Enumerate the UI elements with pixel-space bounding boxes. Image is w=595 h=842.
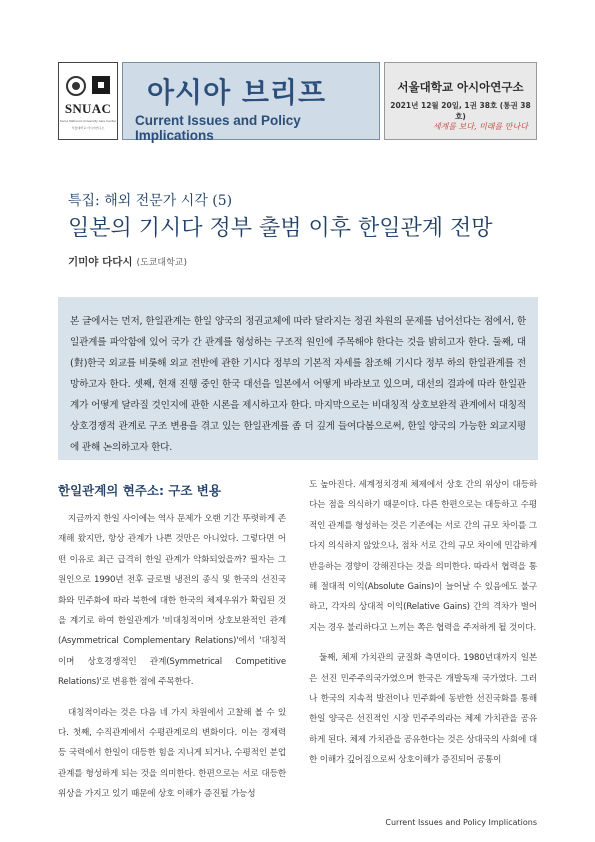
body-paragraph: 둘째, 체제 가치관의 균질화 측면이다. 1980년대까지 일본은 선진 민주주의국가였으며 한국은 개발독재 국가였다. 그러나 한국의 지속적 발전이나 민주화에 동반한 선진국화를 통해 한일 양국은 선진적인 시장 민주주의라는 체제 가치관을 공유하게 된다. 체제 가치관을 공유한다는 것은 상대국의 사회에 대한 이해가 깊어짐으로써 상호이해가 증진되어 공통이	[309, 653, 537, 766]
author-name: 기미야 다다시	[68, 256, 133, 268]
university-seal-icon	[66, 76, 86, 96]
abstract-text: 본 글에서는 먼저, 한일관계는 한일 양국의 정권교체에 따라 달라지는 정권 차원의 문제를 넘어선다는 점에서, 한일관계를 파악함에 있어 국가 간 관계를 형성하는 구조적 원인에 주목해야 한다는 것을 밝히고자 한다. 둘째, 대(對)한국 외교를 비롯해 외교 전반에 관한 기시다 정부의 기본적 자세를 참조해 기시다 정부 하의 한일관계를 전망하고자 한다. 셋째, 현재 진행 중인 한국 대선을 일본에서 어떻게 바라보고 있으며, 대선의 결과에 따라 한일관계가 어떻게 달라질 것인지에 관한 시론을 제시하고자 한다. 마지막으로는 비대칭적 상호보완적 관계에서 대칭적 상호경쟁적 관계로 구조 변용을 겪고 있는 한일관계를 좀 더 깊게 들여다봄으로써, 한일 양국의 가능한 외교지평에 관해 논의하고자 한다.	[70, 316, 526, 453]
footer-text: Current Issues and Policy Implications	[385, 818, 537, 827]
body-column-right	[309, 475, 537, 771]
institute-panel	[384, 62, 537, 140]
body-paragraph: 지금까지 한일 사이에는 역사 문제가 오랜 기간 뚜렷하게 존재해 왔지만, 항상 관계가 나쁜 것만은 아니었다. 그렇다면 어떤 이유로 최근 급격히 한일 관계가 악화되었을까? 필자는 그 원인으로 1990년 전후 글로벌 냉전의 종식 및 한국의 선진국화와 민주화에 따라 북한에 대한 한국의 체제우위가 확립된 것을 계기로 하여 한일관계가 '비대칭적이며 상호보완적인 관계(Asymmetrical Complementary Relations)'에서 '대칭적이며 상호경쟁적인 관계(Symmetrical Competitive Relations)'로 변용한 점에 주목한다.	[58, 514, 286, 688]
body-column-left	[58, 475, 286, 805]
body-paragraph: 대칭적이라는 것은 다음 네 가지 차원에서 고찰해 볼 수 있다. 첫째, 수직관계에서 수평관계로의 변화이다. 이는 경제력 등 국력에서 한일이 대등한 힘을 지니게 되거나, 수평적인 분업 관계를 형성하게 되는 것을 의미한다. 한편으로는 서로 대등한 위상을 가지고 있기 때문에 상호 이해가 증진될 가능성	[58, 707, 286, 800]
logo-subtitle-ko: 서울대학교 아시아연구소	[71, 126, 105, 130]
asia-center-mark-icon	[92, 76, 110, 94]
logo-text: SNUAC	[64, 101, 112, 116]
author-affiliation: (도쿄대학교)	[136, 258, 188, 268]
institute-slogan: 세계를 보다, 미래를 만나다	[432, 122, 528, 131]
body-paragraph: 도 높아진다. 세계정치경제 체제에서 상호 간의 위상이 대등하다는 점을 의식하기 때문이다. 다른 한편으로는 대등하고 수평적인 관계를 형성하는 것은 기존에는 서로 간의 규모 차이를 그다지 의식하지 않았으나, 점차 서로 간의 규모 차이에 민감하게 반응하는 경향이 강해진다는 것을 의미한다. 따라서 협력을 통해 절대적 이익(Absolute Gains)이 늘어날 수 있음에도 불구하고, 각자의 상대적 이익(Relative Gains) 간의 격차가 벌어지는 경우 불리하다고 느끼는 쪽은 협력을 주저하게 될 것이다.	[309, 480, 537, 633]
logo-subtitle-en: Seoul National University Asia Center	[59, 119, 117, 123]
series-label: 특집: 해외 전문가 시각 (5)	[68, 193, 233, 209]
abstract-box	[58, 297, 538, 460]
brief-title-banner	[122, 62, 380, 143]
institute-name: 서울대학교 아시아연구소	[397, 80, 524, 94]
issue-date: 2021년 12월 20일, 1권 38호 (통권 38호)	[390, 101, 531, 121]
author-line	[68, 254, 187, 269]
article-headline: 일본의 기시다 정부 출범 이후 한일관계 전망	[68, 216, 493, 241]
snuac-logo	[58, 62, 118, 140]
brief-title-korean: 아시아 브리프	[147, 76, 327, 109]
section-title: 한일관계의 현주소: 구조 변용	[58, 483, 221, 498]
brief-title-english: Current Issues and Policy Implications	[135, 113, 301, 143]
